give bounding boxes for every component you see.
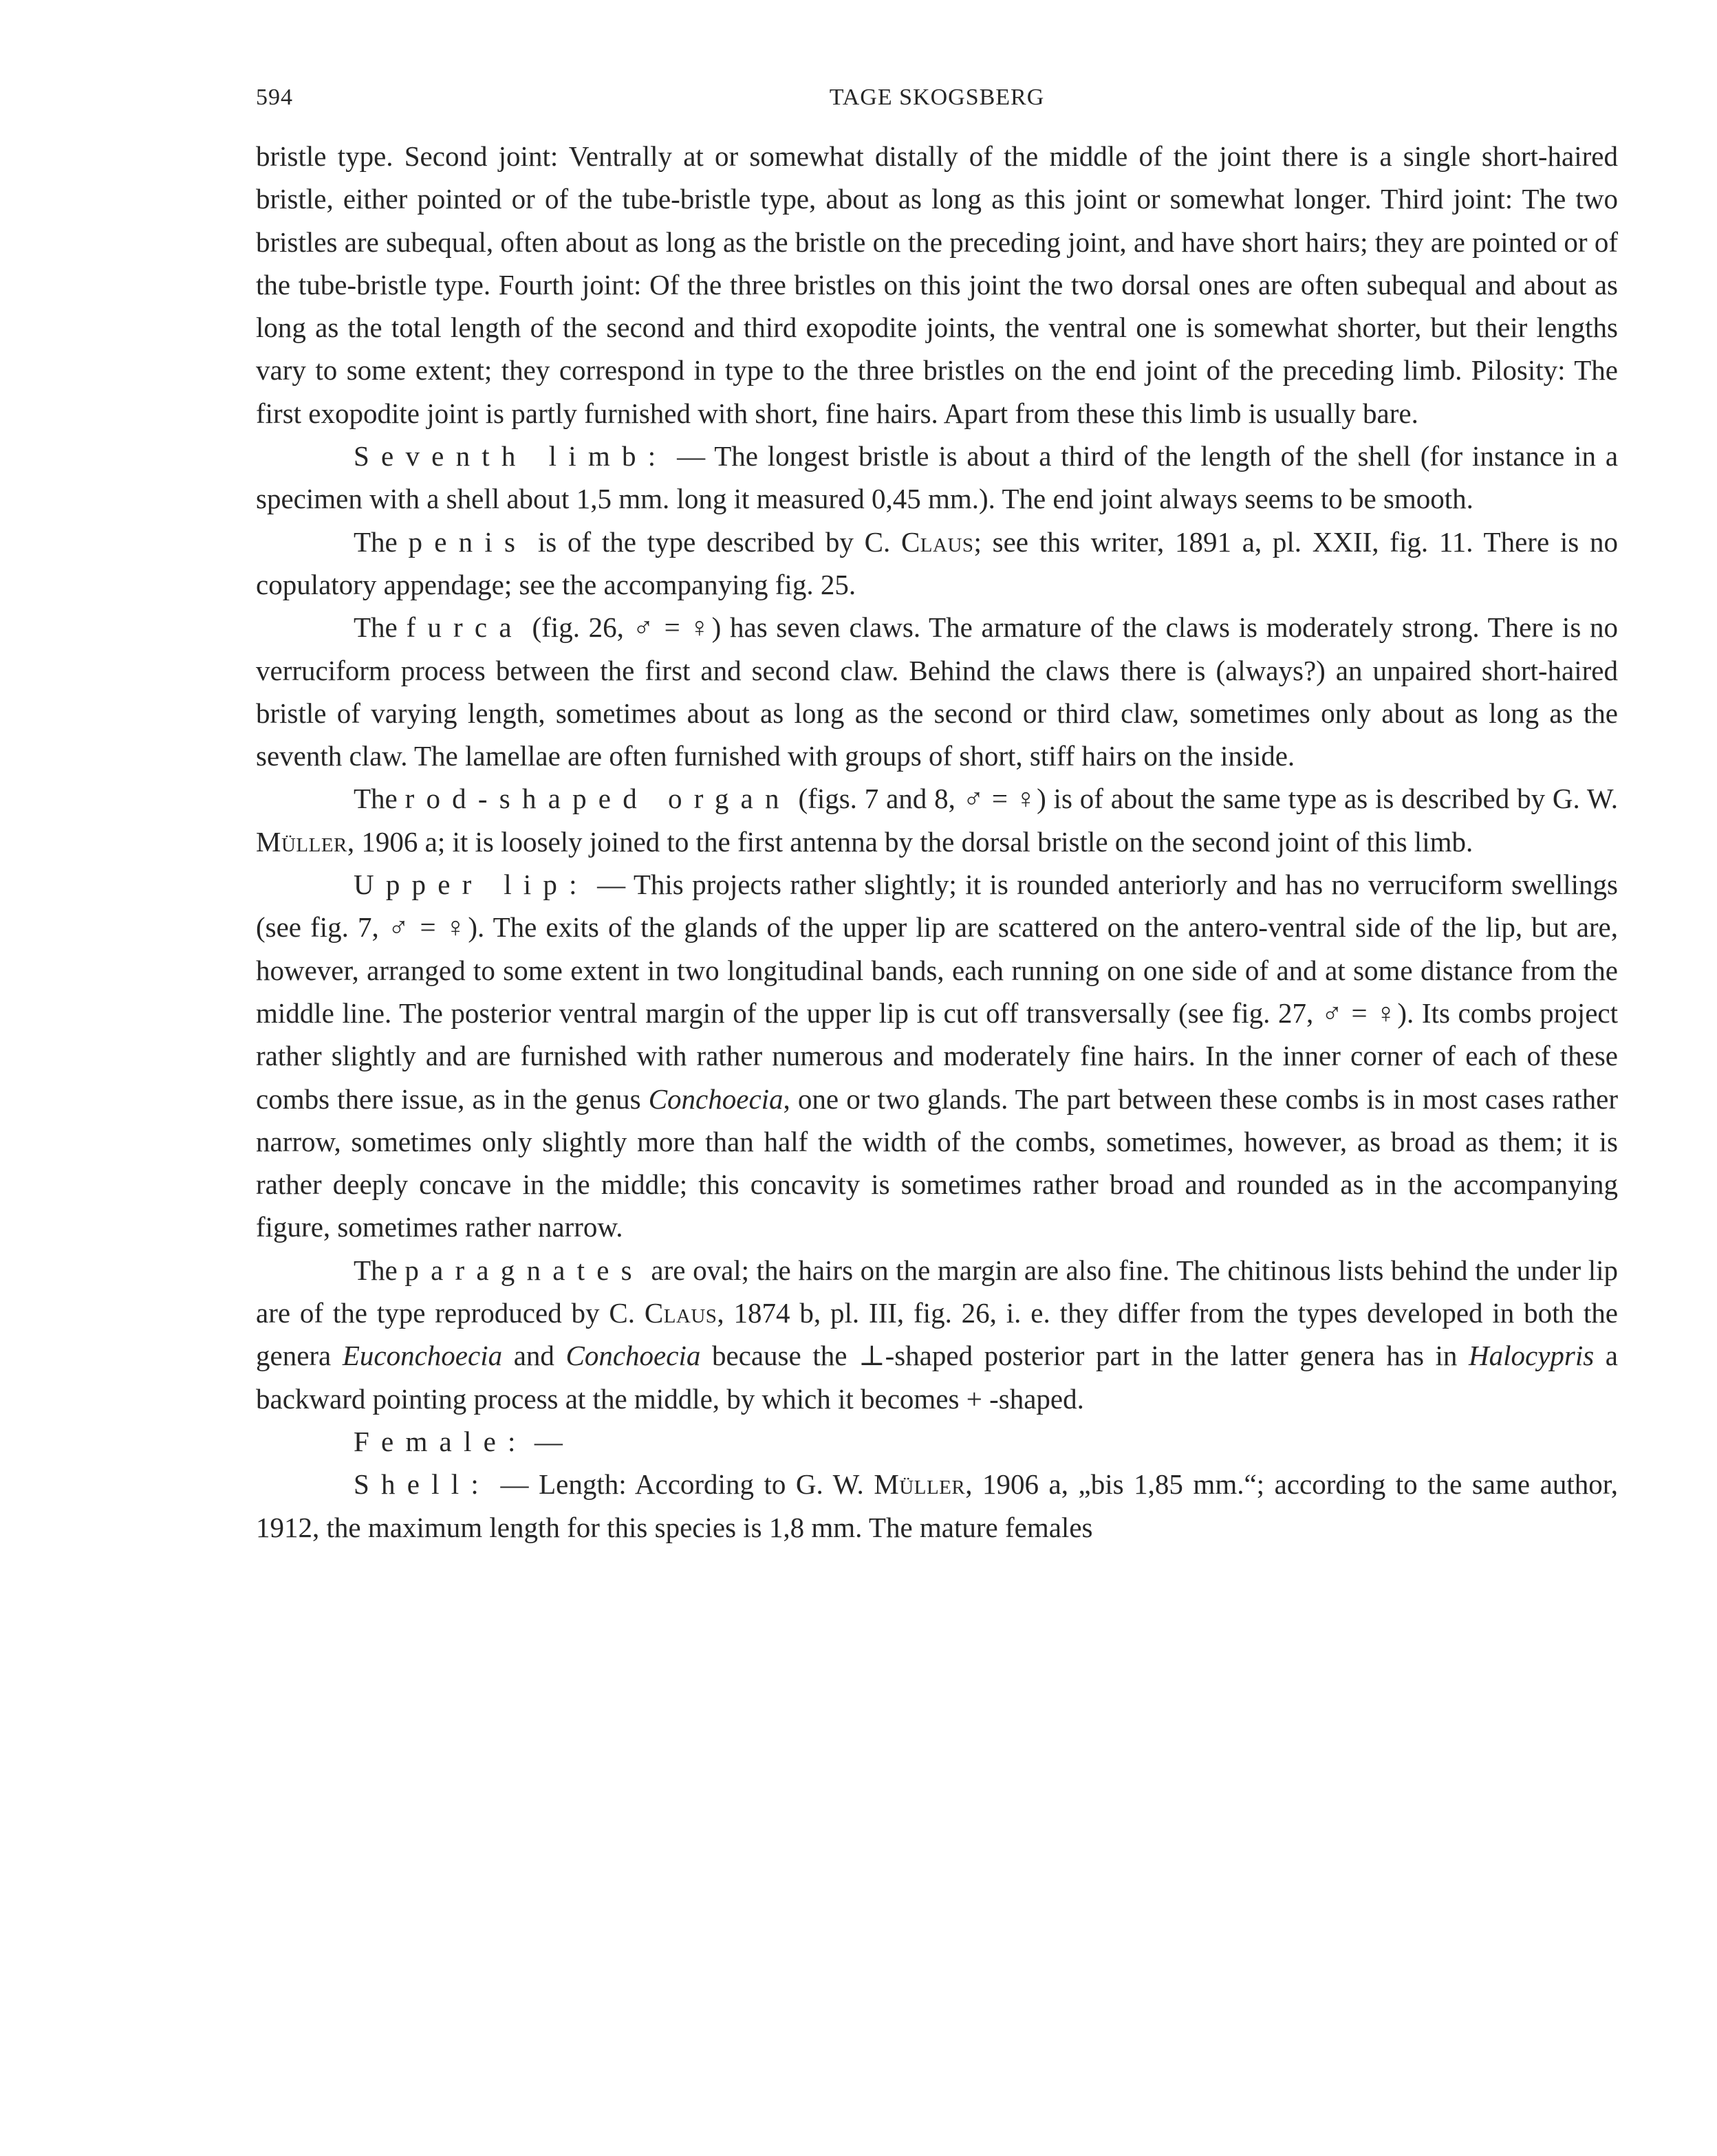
- genus-name: Conchoecia: [648, 1082, 784, 1115]
- genus-name: Halocypris: [1469, 1340, 1595, 1372]
- section-term: rod-shaped organ: [404, 783, 791, 815]
- section-term: Upper lip:: [354, 869, 589, 901]
- page-header: [256, 77, 1618, 118]
- section-term: penis: [408, 525, 528, 558]
- paragraph-penis: The penis is of the type described by C. Claus; see this writer, 1891 a, pl. XXII, fig. 11. There is no copulatory appendage; see the accompanying fig. 25.: [256, 525, 1618, 600]
- section-term: Female:: [354, 1425, 528, 1457]
- paragraph-continued: bristle type. Second joint: Ventrally at or somewhat distally of the middle of the joint there is a single short-haired bristle, either pointed or of the tube-bristle type, about as long as this joint or somewhat longer. Third joint: The two bristles are subequal, often about as long as the bristle on the preceding joint, and have short hairs; they are pointed or of the tube-bristle type. Fourth joint: Of the three bristles on this joint the two dorsal ones are often subequal and about as long as the total length of the second and third exopodite joints, the ventral one is somewhat shorter, but their lengths vary to some extent; they correspond in type to the three bristles on the end joint of the preceding limb. Pilosity: The first exopodite joint is partly furnished with short, fine hairs. Apart from these this limb is usually bare.: [256, 140, 1618, 429]
- section-term: furca: [406, 611, 523, 644]
- paragraph-furca: The furca (fig. 26, ♂ = ♀) has seven claws. The armature of the claws is moderately strong. There is no verruciform process between the first and second claw. Behind the claws there is (always?) an unpaired short-haired bristle of varying length, sometimes about as long as the second or third claw, sometimes only about as long as the seventh claw. The lamellae are often furnished with groups of short, stiff hairs on the inside.: [256, 611, 1618, 772]
- paragraph-paragnates: The paragnates are oval; the hairs on the margin are also fine. The chitinous lists behind the under lip are of the type reproduced by C. Claus, 1874 b, pl. III, fig. 26, i. e. they differ from the types developed in both the genera Euconchoecia and Conchoecia because the ⊥-shaped posterior part in the latter genera has in Halocypris a backward pointing process at the middle, by which it becomes + -shaped.: [256, 1254, 1619, 1415]
- paragraph-shell: Shell: — Length: According to G. W. Müller, 1906 a, „bis 1,85 mm.“; according to the same author, 1912, the maximum length for this species is 1,8 mm. The mature females: [256, 1468, 1618, 1543]
- author-name: Claus: [900, 525, 974, 558]
- paragraph-rod-shaped-organ: The rod-shaped organ (figs. 7 and 8, ♂ = ♀) is of about the same type as is described by G. W. Müller, 1906 a; it is loosely joined to the first antenna by the dorsal bristle on the second joint of this limb.: [256, 783, 1619, 858]
- paragraph-upper-lip: Upper lip: — This projects rather slightly; it is rounded anteriorly and has no verruciform swellings (see fig. 7, ♂ = ♀). The exits of the glands of the upper lip are scattered on the antero-ventral side of the lip, but are, however, arranged to some extent in two longitudinal bands, each running on one side of and at some distance from the middle line. The posterior ventral margin of the upper lip is cut off transversally (see fig. 27, ♂ = ♀). Its combs project rather slightly and are furnished with rather numerous and moderately fine hairs. In the inner corner of each of these combs there issue, as in the genus Conchoecia, one or two glands. The part between these combs is in most cases rather narrow, sometimes only slightly more than half the width of the combs, sometimes, however, as broad as them; it is rather deeply concave in the middle; this concavity is sometimes rather broad and rounded as in the accompanying figure, sometimes rather narrow.: [256, 869, 1618, 1243]
- page-number: 594: [256, 85, 293, 110]
- section-term: Shell:: [354, 1468, 490, 1501]
- author-name: Müller: [874, 1468, 966, 1501]
- running-title: TAGE SKOGSBERG: [829, 85, 1045, 110]
- author-name: Claus: [644, 1297, 717, 1329]
- paragraph-female-heading: Female: —: [354, 1425, 563, 1457]
- author-name: Müller: [256, 825, 347, 858]
- genus-name: Euconchoecia: [342, 1340, 503, 1372]
- genus-name: Conchoecia: [565, 1340, 701, 1372]
- section-term: Seventh limb:: [354, 440, 668, 472]
- body-text: [256, 135, 1618, 1549]
- paragraph-seventh-limb: Seventh limb: — The longest bristle is about a third of the length of the shell (for instance in a specimen with a shell about 1,5 mm. long it measured 0,45 mm.). The end joint always seems to be smooth.: [256, 440, 1619, 515]
- section-term: paragnates: [404, 1254, 644, 1286]
